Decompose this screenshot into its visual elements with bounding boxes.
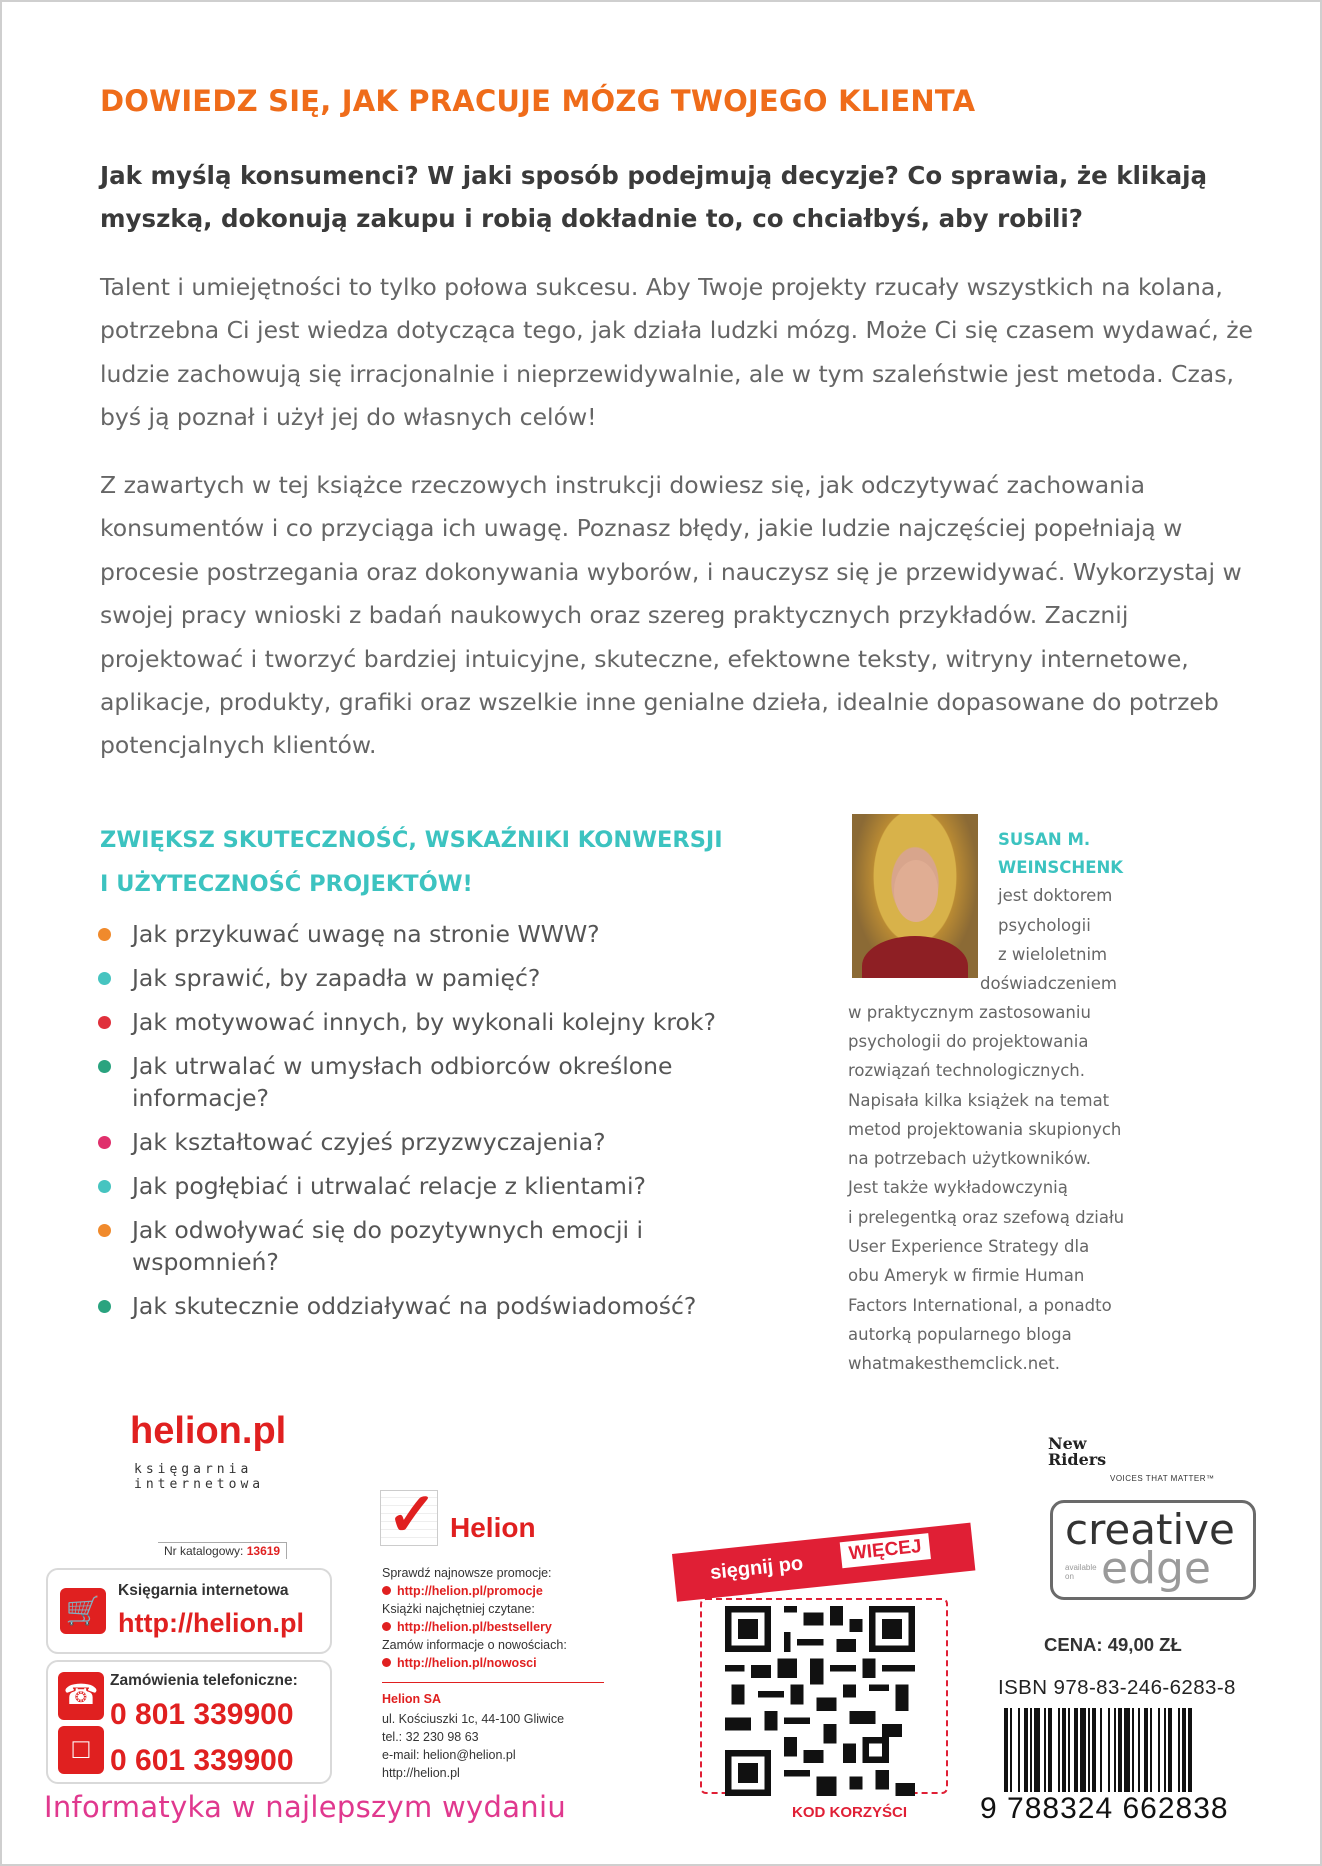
qr-banner (672, 1523, 975, 1602)
divider (382, 1682, 604, 1683)
list-item-text: Jak sprawić, by zapadła w pamięć? (132, 964, 541, 992)
promo-url: http://helion.pl/promocje (397, 1584, 543, 1598)
creative-edge-available: available on (1065, 1563, 1097, 1581)
barcode-digits: 9 788324 662838 (980, 1792, 1229, 1825)
author-photo (852, 814, 978, 978)
promo-label: Sprawdź najnowsze promocje: (382, 1566, 552, 1580)
author-bio-line: whatmakesthemclick.net. (848, 1354, 1061, 1373)
phone-2[interactable]: 0 601 339900 (110, 1744, 294, 1777)
news-label: Zamów informacje o nowościach: (382, 1638, 567, 1652)
creative-edge-word-1: creative (1065, 1505, 1235, 1554)
phone-label: Zamówienia telefoniczne: (110, 1672, 298, 1689)
helion-pl-subtitle (134, 1462, 264, 1492)
bullet-dot-icon (98, 972, 111, 985)
tagline: Informatyka w najlepszym wydaniu (44, 1790, 567, 1824)
qr-banner-tag: WIĘCEJ (840, 1533, 931, 1568)
list-item (96, 1290, 816, 1322)
author-bio-line: i prelegentką oraz szefową działu (848, 1208, 1125, 1227)
company-address: ul. Kościuszki 1c, 44-100 Gliwice (382, 1712, 565, 1726)
company-phone: tel.: 32 230 98 63 (382, 1730, 479, 1744)
list-item (96, 1170, 816, 1202)
link-bullet-icon (382, 1622, 391, 1631)
bestsellers-link[interactable] (382, 1620, 552, 1634)
helion-pl-sub-1: księgarnia (134, 1462, 253, 1477)
list-item-text: Jak kształtować czyjeś przyzwyczajenia? (132, 1128, 606, 1156)
link-bullet-icon (382, 1658, 391, 1667)
features-heading-line-2: I UŻYTECZNOŚĆ PROJEKTÓW! (100, 871, 473, 897)
paragraph-2: Z zawartych w tej książce rzeczowych instrukcji dowiesz się, jak odczytywać zachowania konsumentów i co przyciąga ich uwagę. Poznasz błędy, jakie ludzie najczęściej popełniają w procesie postrzegania oraz dokonywania wyborów, i nauczysz się je przewidywać. Wykorzystaj w swojej pracy wnioski z badań naukowych oraz szereg praktycznych przykładów. Zacznij projektować i tworzyć bardziej intuicyjne, skuteczne, efektowne teksty, witryny internetowe, aplikacje, produkty, grafiki oraz wszelkie inne genialne dzieła, idealnie dopasowane do potrzeb potencjalnych klientów. (100, 471, 1242, 760)
creative-edge-word-2: edge (1101, 1543, 1211, 1594)
helion-pl-logo[interactable] (130, 1410, 340, 1510)
list-item-text: Jak przykuwać uwagę na stronie WWW? (132, 920, 600, 948)
author-bio-line: w praktycznym zastosowaniu (848, 1003, 1091, 1022)
company-email[interactable]: e-mail: helion@helion.pl (382, 1748, 516, 1762)
bullet-dot-icon (98, 1016, 111, 1029)
helion-wordmark: Helion (450, 1512, 536, 1543)
qr-banner-text: sięgnij po (709, 1552, 805, 1585)
isbn: ISBN 978-83-246-6283-8 (998, 1676, 1236, 1699)
shop-label: Księgarnia internetowa (118, 1582, 289, 1599)
shop-url[interactable]: http://helion.pl (118, 1608, 304, 1638)
author-shirt (862, 936, 968, 978)
new-riders-slogan: VOICES THAT MATTER™ (1110, 1474, 1215, 1483)
list-item (96, 962, 816, 994)
list-item-text: Jak pogłębiać i utrwalać relacje z klientami? (132, 1172, 646, 1200)
phone-1[interactable]: 0 801 339900 (110, 1698, 294, 1731)
new-riders-wordmark: New Riders (1048, 1434, 1107, 1469)
mobile-phone-icon: □ (58, 1726, 104, 1774)
author-name (998, 826, 1123, 882)
list-item-text: Jak odwoływać się do pozytywnych emocji i wspomnień? (132, 1216, 644, 1276)
list-item (96, 1050, 712, 1114)
bullet-dot-icon (98, 1300, 111, 1313)
features-heading-line-1: ZWIĘKSZ SKUTECZNOŚĆ, WSKAŹNIKI KONWERSJI (100, 827, 723, 853)
company-web[interactable]: http://helion.pl (382, 1766, 460, 1780)
author-bio-line: Jest także wykładowczynią (848, 1178, 1068, 1197)
author-bio-line: doświadczeniem (980, 974, 1117, 993)
new-riders-logo (1048, 1434, 1215, 1483)
author-bio-line: Napisała kilka książek na temat (848, 1091, 1110, 1110)
bullet-dot-icon (98, 1060, 111, 1073)
author-name-line-1: SUSAN M. (998, 830, 1091, 849)
list-item (96, 1214, 692, 1278)
paragraph-1: Talent i umiejętności to tylko połowa sukcesu. Aby Twoje projekty rzucały wszystkich na kolana, potrzebna Ci jest wiedza dotycząca tego, jak działa ludzki mózg. Może Ci się czasem wydawać, że ludzie zachowują się irracjonalnie i nieprzewidywalnie, ale w tym szaleństwie jest metoda. Czas, byś ją poznał i użył jej do własnych celów! (100, 273, 1254, 432)
catalog-value: 13619 (246, 1544, 281, 1558)
author-bio-line: psychologii (998, 916, 1091, 935)
bullet-dot-icon (98, 928, 111, 941)
catalog-label: Nr katalogowy: (164, 1544, 244, 1558)
price: CENA: 49,00 ZŁ (1044, 1634, 1182, 1655)
phone-box (46, 1660, 332, 1784)
helion-pl-wordmark: helion.pl (130, 1410, 287, 1452)
shopping-cart-icon: 🛒 (60, 1588, 106, 1634)
helion-checkmark-icon: ✓ (380, 1490, 438, 1546)
bullet-dot-icon (98, 1224, 111, 1237)
bestsellers-url: http://helion.pl/bestsellery (397, 1620, 552, 1634)
bullet-dot-icon (98, 1136, 111, 1149)
author-bio-line: Factors International, a ponadto (848, 1296, 1112, 1315)
list-item (96, 1006, 816, 1038)
qr-caption: KOD KORZYŚCI (792, 1804, 908, 1821)
company-name: Helion SA (382, 1692, 442, 1706)
author-face (894, 860, 938, 922)
author-name-line-2: WEINSCHENK (998, 858, 1124, 877)
helion-pl-sub-2: internetowa (134, 1477, 265, 1492)
feature-list (96, 918, 816, 1334)
list-item (96, 1126, 816, 1158)
author-bio-line: metod projektowania skupionych (848, 1120, 1122, 1139)
news-url: http://helion.pl/nowosci (397, 1656, 537, 1670)
author-bio-line: rozwiązań technologicznych. (848, 1061, 1086, 1080)
promo-link[interactable] (382, 1584, 543, 1598)
qr-section (672, 1528, 972, 1828)
author-bio-line: z wieloletnim (998, 945, 1108, 964)
author-bio-line: User Experience Strategy dla (848, 1237, 1090, 1256)
list-item (96, 918, 816, 950)
phone-icon: ☎ (58, 1672, 104, 1720)
shop-box[interactable] (46, 1568, 332, 1654)
author-bio-line: na potrzebach użytkowników. (848, 1149, 1092, 1168)
list-item-text: Jak utrwalać w umysłach odbiorców określone informacje? (132, 1052, 673, 1112)
author-bio-line: obu Ameryk w firmie Human (848, 1266, 1085, 1285)
news-link[interactable] (382, 1656, 537, 1670)
author-bio-line: psychologii do projektowania (848, 1032, 1089, 1051)
list-item-text: Jak motywować innych, by wykonali kolejny krok? (132, 1008, 716, 1036)
catalog-number (158, 1542, 287, 1559)
features-heading (100, 818, 800, 906)
qr-code-icon[interactable] (722, 1606, 918, 1796)
bestsellers-label: Książki najchętniej czytane: (382, 1602, 535, 1616)
list-item-text: Jak skutecznie oddziaływać na podświadomość? (132, 1292, 697, 1320)
headline: DOWIEDZ SIĘ, JAK PRACUJE MÓZG TWOJEGO KLIENTA (100, 84, 976, 118)
lead-text: Jak myślą konsumenci? W jaki sposób podejmują decyzje? Co sprawia, że klikają myszką, dokonują zakupu i robią dokładnie to, co chciałbyś, aby robili? (100, 161, 1208, 233)
bullet-dot-icon (98, 1180, 111, 1193)
link-bullet-icon (382, 1586, 391, 1595)
author-bio-line: autorką popularnego bloga (848, 1325, 1072, 1344)
creative-edge-logo (1050, 1500, 1256, 1600)
author-bio-line: jest doktorem (998, 886, 1113, 905)
